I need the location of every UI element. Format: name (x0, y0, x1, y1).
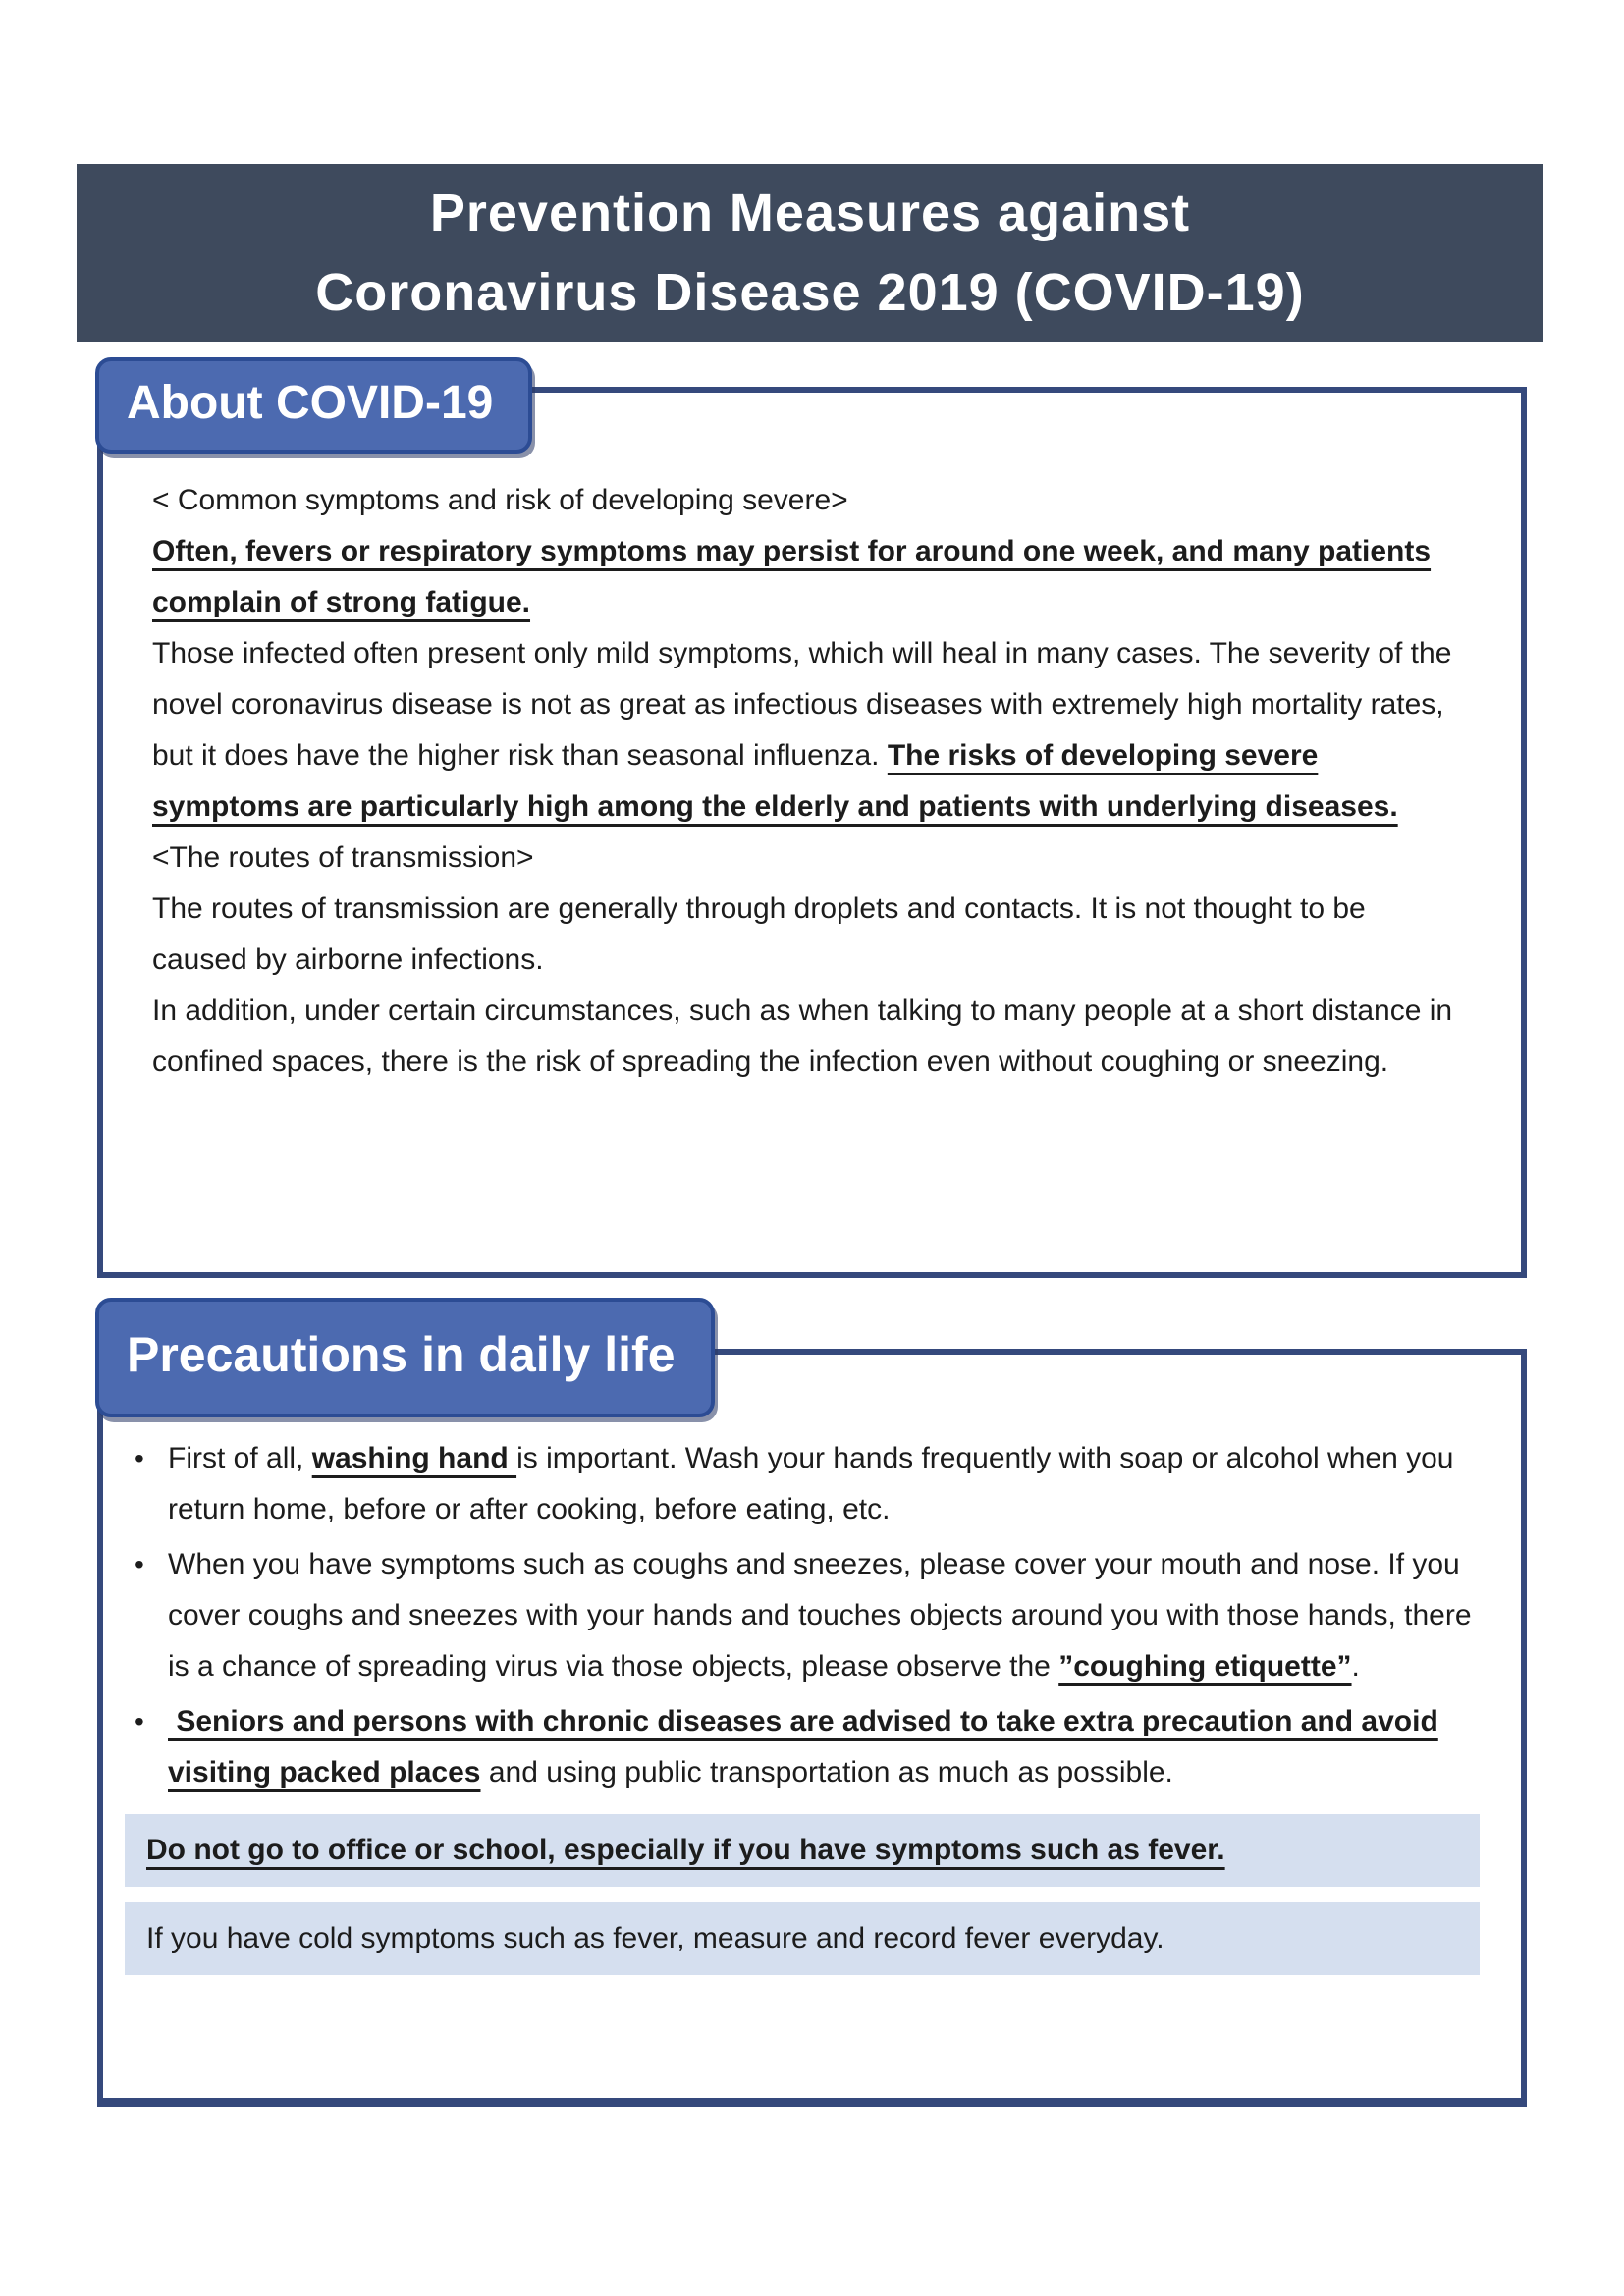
bullet-2-text: When you have symptoms such as coughs and sneezes, please cover your mouth and nose. If you cover coughs and sneezes with your hands and touches objects around you with those hands, there is a chance of spreading virus via those objects, please observe the (168, 1548, 1472, 1682)
page-title-line1: Prevention Measures against (429, 184, 1191, 242)
title-band (77, 164, 1543, 342)
fever-rule-emphasis: Do not go to office or school, especially if you have symptoms such as fever. (146, 1834, 1225, 1866)
routes-paragraph-2: In addition, under certain circumstances, such as when talking to many people at a short distance in confined spaces, there is the risk of spreading the infection even without coughing or sneezing. (152, 994, 1453, 1078)
page-title-line2: Coronavirus Disease 2019 (COVID-19) (315, 263, 1305, 322)
about-covid-section (97, 376, 1527, 1278)
routes-paragraph-1: The routes of transmission are generally through droplets and contacts. It is not thought to be caused by airborne infections. (152, 892, 1366, 976)
bullet-1-text-cont: is important. Wash your hands frequently with soap or alcohol when you return home, before or after cooking, before eating, etc. (168, 1442, 1454, 1525)
bullet-2-text-cont: . (1351, 1650, 1360, 1682)
highlight-row-record-rule: If you have cold symptoms such as fever, measure and record fever everyday. (125, 1902, 1480, 1975)
severity-emphasis: The risks of developing severe symptoms are particularly high among the elderly and patients with underlying diseases. (152, 739, 1398, 823)
precautions-section (97, 1327, 1527, 2107)
highlight-row-fever-rule (125, 1814, 1480, 1887)
precautions-list (117, 1433, 1482, 1798)
precaution-item-washing-hands (117, 1433, 1472, 1535)
precaution-item-seniors (117, 1696, 1472, 1798)
bullet-3-text-cont: and using public transportation as much as possible. (480, 1756, 1173, 1789)
symptoms-statement-emphasis: Often, fevers or respiratory symptoms may persist for around one week, and many patients complain of strong fatigue. (152, 535, 1432, 618)
symptoms-statement (152, 526, 1462, 628)
precaution-item-coughing-etiquette (117, 1539, 1472, 1692)
symptoms-heading: < Common symptoms and risk of developing severe> (152, 484, 848, 516)
precautions-section-heading: Precautions in daily life (95, 1298, 715, 1417)
severity-paragraph (152, 628, 1462, 832)
routes-heading: <The routes of transmission> (152, 841, 534, 874)
about-section-heading: About COVID-19 (95, 357, 532, 454)
about-section-body (103, 393, 1521, 1272)
bullet-1-emphasis: washing hand (311, 1442, 517, 1474)
severity-text: Those infected often present only mild symptoms, which will heal in many cases. The severity of the novel coronavirus disease is not as great as infectious diseases with extremely high mortality rates, but it does have the higher risk than seasonal influenza. (152, 637, 1452, 772)
precautions-section-body (103, 1355, 1521, 2098)
bullet-2-emphasis: ”coughing etiquette” (1058, 1650, 1352, 1682)
bullet-1-text: First of all, (168, 1442, 312, 1474)
bullet-3-emphasis: Seniors and persons with chronic diseases are advised to take extra precaution and avoid visiting packed places (168, 1705, 1438, 1789)
